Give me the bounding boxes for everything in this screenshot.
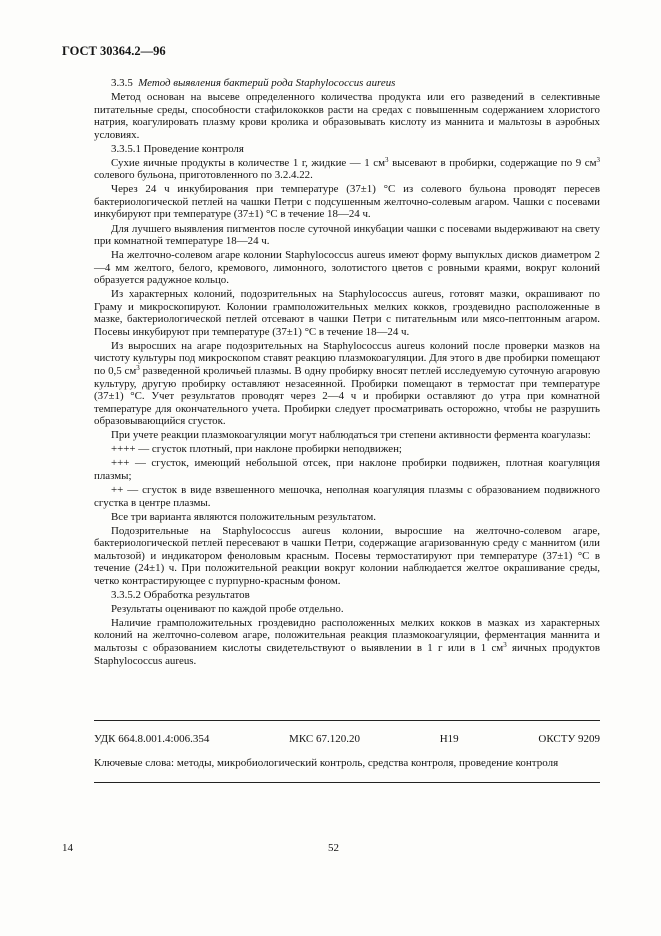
paragraph: ++ — сгусток в виде взвешенного мешочка, неполная коагуляция плазмы с образованием подвижного сгустка в центре плазмы. (94, 483, 600, 509)
mks-code: МКС 67.120.20 (289, 733, 360, 745)
divider-bottom (94, 782, 600, 783)
paragraph: +++ — сгусток, имеющий небольшой отсек, при наклоне пробирки подвижен, плотная коагуляция плазмы; (94, 457, 600, 482)
paragraph: Через 24 ч инкубирования при температуре (37±1) °С из солевого бульона проводят пересев бактериологической петлей на чашки Петри с подсушенным желточно-солевым агаром. Чашки с посевами инкубируют при температуре (37±1) °С в течение 18—24 ч. (94, 183, 600, 221)
classification-code: Н19 (439, 733, 459, 745)
paragraph (94, 157, 600, 182)
paragraph-text: Наличие грамположительных гроздевидно расположенных мелких кокков в мазках из характерных колоний на желточно-солевом агаре, положительная реакция плазмокоагуляции, ферментация маннита и мальтозы с образованием кислоты свидетельствуют о выявлении в 1 г или в 1 см (94, 616, 600, 655)
subsection-heading: 3.3.5.2 Обработка результатов (111, 588, 250, 601)
paragraph: Метод основан на высеве определенного количества продукта или его разведений в селективные питательные среды, способности стафилококков расти на средах с повышенным содержанием хлористого натрия, коагулировать плазму крови кролика и образовывать кислоту из маннита и мальтозы в аэробных условиях. (94, 91, 600, 141)
document-body (94, 77, 600, 669)
paragraph-text: Из выросших на агаре подозрительных на Staphylococcus aureus колоний после проверки мазков на чистоту культуры под микроскопом ставят реакцию плазмокоагуляции. Для этого в две пробирки помещают по 0,5 см (94, 339, 600, 378)
page-number-left: 14 (62, 842, 73, 854)
section-number: 3.3.5 (111, 77, 133, 89)
paragraph-text: Сухие яичные продукты в количестве 1 г, жидкие — 1 см (111, 156, 386, 169)
divider-top (94, 720, 600, 721)
section-heading-3-3-5 (94, 77, 600, 90)
bibliographic-data (94, 733, 600, 745)
paragraph: Из характерных колоний, подозрительных на Staphylococcus aureus, готовят мазки, окрашивают по Граму и микроскопируют. Колонии грамположительных мелких кокков, гроздевидно расположенные в мазке, бактериологической петлей отсевают в чашки Петри с питательным или мясо-пептонным агаром. Посевы инкубируют при температуре (37±1) °С в течение 18—24 ч. (94, 288, 600, 338)
page-number-center: 52 (328, 842, 339, 854)
section-title: Метод выявления бактерий рода Staphylococcus aureus (138, 77, 396, 89)
paragraph (94, 340, 600, 428)
paragraph: Все три варианта являются положительным результатом. (111, 510, 376, 523)
document-header-title: ГОСТ 30364.2—96 (62, 44, 166, 58)
udk-code: УДК 664.8.001.4:006.354 (94, 733, 210, 745)
paragraph: Результаты оценивают по каждой пробе отдельно. (111, 602, 344, 615)
paragraph (94, 617, 600, 667)
paragraph: Подозрительные на Staphylococcus aureus колонии, выросшие на желточно-солевом агаре, бактериологической петлей пересевают в чашки Петри, содержащие агаризованную среду с маннитом (или мальтозой) и индикатором феноловым красным. Посевы термостатируют при температуре (37±1) °С в течение (24±1) ч. При положительной реакции вокруг колонии наблюдается желтое окрашивание среды, четко контрастирующее с пурпурно-красным фоном. (94, 524, 600, 587)
paragraph-text: высевают в пробирки, содержащие по 9 см (388, 156, 597, 169)
paragraph: При учете реакции плазмокоагуляции могут наблюдаться три степени активности фермента коагулазы: (111, 429, 591, 442)
superscript: 3 (385, 155, 389, 164)
superscript: 3 (596, 155, 601, 164)
paragraph-text: солевого бульона, приготовленного по 3.2.4.22. (94, 169, 313, 182)
superscript: 3 (136, 364, 140, 373)
okstu-code: ОКСТУ 9209 (538, 733, 600, 745)
keywords: Ключевые слова: методы, микробиологический контроль, средства контроля, проведение контроля (94, 757, 559, 769)
paragraph: На желточно-солевом агаре колонии Staphylococcus aureus имеют форму выпуклых дисков диаметром 2—4 мм желтого, белого, кремового, лимонного, золотистого цветов с ровными краями, вокруг колоний образуется радужное кольцо. (94, 249, 600, 287)
subsection-heading: 3.3.5.1 Проведение контроля (111, 142, 244, 155)
paragraph: Для лучшего выявления пигментов после суточной инкубации чашки с посевами выдерживают на свету при комнатной температуре 18—24 ч. (94, 222, 600, 248)
paragraph-text: яичных продуктов Staphylococcus aureus. (94, 642, 600, 667)
paragraph-text: разведенной кроличьей плазмы. В одну пробирку вносят петлей исследуемую суточную агаровую культуру, другую пробирку оставляют незасеянной. Пробирки помещают в термостат при температуре (37±1) °С. Учет результатов проводят через 2—4 ч и пробирки оставляют до утра при комнатной температуре для окончательного учета. Пробирки следует просматривать осторожно, чтобы не разрушить образовывающийся сгусток. (94, 365, 600, 428)
paragraph: ++++ — сгусток плотный, при наклоне пробирки неподвижен; (111, 443, 402, 456)
superscript: 3 (503, 641, 507, 650)
